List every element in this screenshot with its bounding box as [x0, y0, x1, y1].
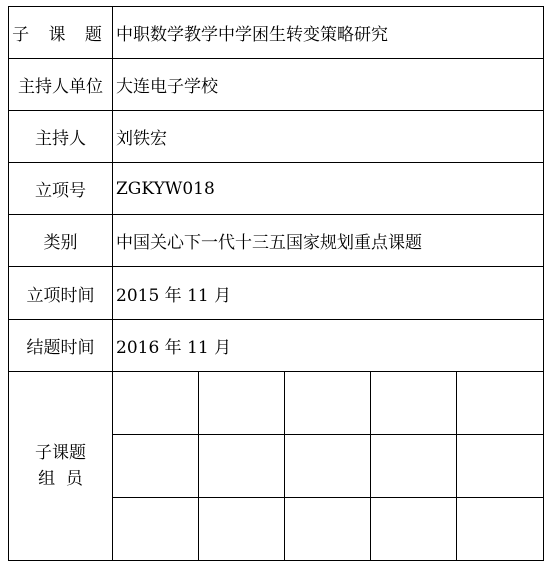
member-cell	[113, 371, 199, 434]
member-cell	[285, 371, 371, 434]
host-label: 主持人	[9, 111, 113, 163]
host-unit-label: 主持人单位	[9, 59, 113, 111]
member-cell	[285, 434, 371, 497]
row-project-number	[9, 163, 544, 215]
category-value: 中国关心下一代十三五国家规划重点课题	[113, 215, 544, 267]
members-label	[9, 371, 113, 560]
member-cell	[457, 371, 544, 434]
completion-time-label: 结题时间	[9, 319, 113, 371]
host-unit-value: 大连电子学校	[113, 59, 544, 111]
member-cell	[199, 497, 285, 560]
host-value: 刘铁宏	[113, 111, 544, 163]
members-row	[9, 371, 544, 434]
row-approval-time	[9, 267, 544, 319]
row-host-unit	[9, 59, 544, 111]
member-cell	[457, 497, 544, 560]
category-label: 类别	[9, 215, 113, 267]
row-completion-time	[9, 319, 544, 371]
project-info-table	[8, 6, 544, 561]
approval-time-label: 立项时间	[9, 267, 113, 319]
member-cell	[199, 371, 285, 434]
member-cell	[113, 497, 199, 560]
member-cell	[457, 434, 544, 497]
approval-time-value: 2015 年 11 月	[113, 267, 544, 319]
member-cell	[285, 497, 371, 560]
row-category	[9, 215, 544, 267]
member-cell	[371, 497, 457, 560]
members-label-line1: 子课题	[35, 442, 86, 463]
members-label-line2: 组 员	[38, 468, 83, 489]
member-cell	[371, 434, 457, 497]
project-number-label: 立项号	[9, 163, 113, 215]
subtopic-value: 中职数学教学中学困生转变策略研究	[113, 7, 544, 59]
member-cell	[199, 434, 285, 497]
project-number-value: ZGKYW018	[113, 163, 544, 215]
member-cell	[371, 371, 457, 434]
subtopic-label: 子 课 题	[9, 7, 113, 59]
completion-time-value: 2016 年 11 月	[113, 319, 544, 371]
row-subtopic	[9, 7, 544, 59]
row-host	[9, 111, 544, 163]
member-cell	[113, 434, 199, 497]
